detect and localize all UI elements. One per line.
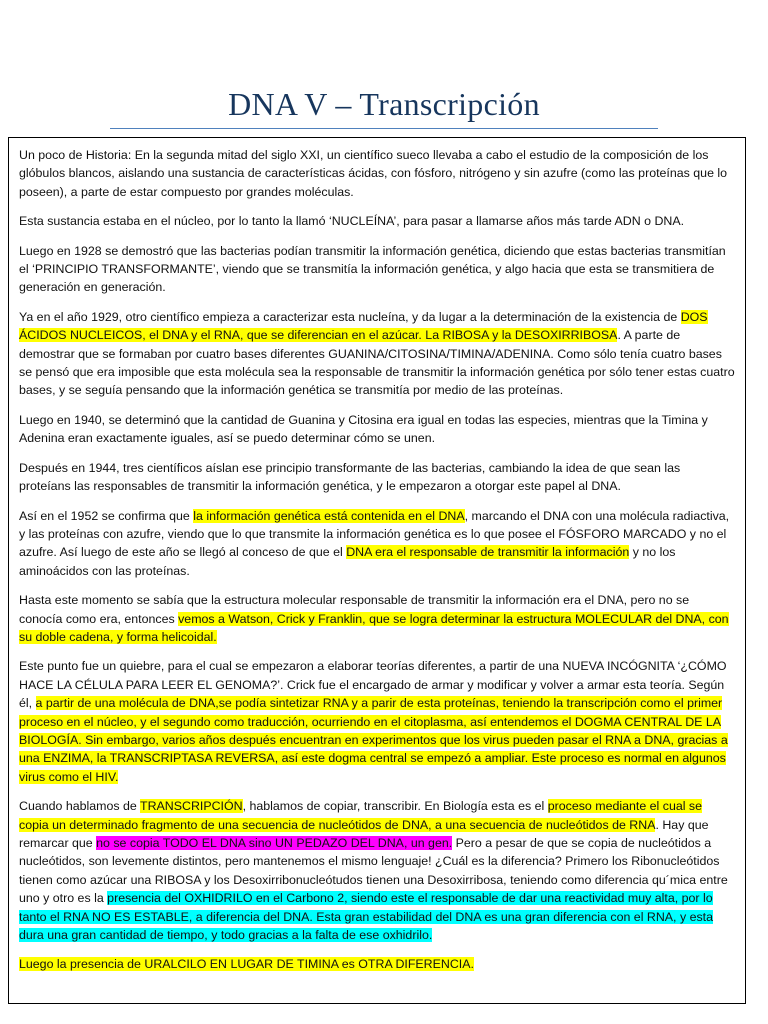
paragraph-1952 <box>19 507 735 581</box>
title-divider <box>110 128 658 129</box>
highlight-yellow: vemos a Watson, Crick y Franklin, que se logra determinar la estructura MOLECULAR del DNA, con su doble cadena, y forma helicoidal. <box>19 611 729 644</box>
highlight-magenta: no se copia TODO EL DNA sino UN PEDAZO DEL DNA, un gen. <box>96 836 453 850</box>
paragraph-1944 <box>19 459 735 496</box>
highlight-yellow: a partir de una molécula de DNA,se podía sintetizar RNA y a parir de esta proteínas, teniendo la transcripción como el primer proceso en el núcleo, y el segundo como traducción, ocurriendo en el citoplasma, así entendemos el DOGMA CENTRAL DE LA BIOLOGÍA. Sin embargo, varios años después encuentran en experimentos que los virus pueden pasar el RNA a DNA, gracias a una ENZIMA, la TRANSCRIPTASA REVERSA, así este dogma central se empezó a ampliar. Este proceso es normal en algunos virus como el HIV. <box>19 696 728 784</box>
paragraph-1928 <box>19 242 735 297</box>
text: Así en el 1952 se confirma que <box>19 508 194 523</box>
text: Cuando hablamos de <box>19 799 141 814</box>
text: Este punto fue un quiebre, para el cual se empezaron a elaborar teorías diferentes, a partir de una NUEVA INCÓGNITA ‘¿CÓMO HACE LA CÉLULA PARA LEER EL GENOMA?’. Crick fue el encargado de armar y modificar y volver a armar esta teoría. Según él, <box>19 659 727 711</box>
highlight-yellow: DNA era el responsable de transmitir la información <box>346 545 630 560</box>
paragraph-1929 <box>19 308 735 400</box>
paragraph-1940 <box>19 411 735 448</box>
text: Después en 1944, tres científicos aíslan ese principio transformante de las bacterias, cambiando la idea de que sean las proteíans las responsables de transmitir la información genética, y le empezaron a otorgar este papel al DNA. <box>19 460 681 494</box>
text: Pero a pesar de que se copia de nucleótidos a nucleótidos, son levemente distintos, pero mantenemos el mismo lenguaje! ¿Cuál es la diferencia? Primero los Ribonucleótidos tienen como azúcar una RIBOSA y los Desoxirribonucleótudos tienen una Desoxirribosa, teniendo como diferencia qu´mica entre uno y otro es la <box>19 836 728 906</box>
paragraph-nucleina <box>19 212 735 230</box>
text: . A parte de demostrar que se formaban por cuatro bases diferentes GUANINA/CITOSINA/TIMINA/ADENINA. Como sólo tenía cuatro bases se pensó que era imposible que esta molécula sea la responsable de transmitir la información genética por sólo tener estas cuatro bases, y se seguía pensando que la información genética se transmitía por medio de las proteínas. <box>19 328 735 398</box>
highlight-yellow: DOS ÁCIDOS NUCLEICOS, el DNA y el RNA, que se diferencian en el azúcar. La RIBOSA y la DESOXIRRIBOSA <box>19 309 708 343</box>
text: Un poco de Historia: En la segunda mitad del siglo XXI, un científico sueco llevaba a cabo el estudio de la composición de los glóbulos blancos, aislando una sustancia de características ácidas, con fósforo, nitrógeno y sin azufre (como las proteínas que lo poseen), a parte de estar compuesto por grandes moléculas. <box>19 148 728 199</box>
text: , marcando el DNA con una molécula radiactiva, y las proteínas con azufre, viendo que lo que transmite la información genética es lo que posee el FÓSFORO MARCADO y no el azufre. Así luego de este año se llegó al conceso de que el <box>19 508 730 560</box>
paragraph-uracilo <box>19 955 735 973</box>
highlight-cyan: presencia del OXHIDRILO en el Carbono 2, siendo este el responsable de dar una reactividad muy alta, por lo tanto el RNA NO ES ESTABLE, a diferencia del DNA. Esta gran estabilidad del DNA es una gran diferencia con el RNA, y esta dura una gran cantidad de tiempo, y todo gracias a la falta de ese oxhidrilo. <box>19 891 714 943</box>
text: . Hay que remarcar que <box>19 817 709 850</box>
highlight-yellow: la información genética está contenida en el DNA <box>193 508 465 523</box>
paragraph-watson-crick <box>19 591 735 646</box>
text: , hablamos de copiar, transcribir. En Biología esta es el <box>242 799 548 814</box>
text: Esta sustancia estaba en el núcleo, por lo tanto la llamó ‘NUCLEÍNA’, para pasar a llamarse años más tarde ADN o DNA. <box>19 214 685 229</box>
paragraph-history <box>19 146 735 201</box>
paragraph-transcripcion <box>19 797 735 944</box>
text: Hasta este momento se sabía que la estructura molecular responsable de transmitir la información era el DNA, pero no se conocía como era, entonces <box>19 593 690 626</box>
page-title: DNA V – Transcripción <box>228 86 540 122</box>
text: Ya en el año 1929, otro científico empieza a caracterizar esta nucleína, y da lugar a la determinación de la existencia de <box>19 309 681 324</box>
text: Luego en 1940, se determinó que la cantidad de Guanina y Citosina era igual en todas las especies, mientras que la Timina y Adenina eran exactamente iguales, así se puedo determinar cómo se unen. <box>19 412 708 446</box>
paragraph-dogma <box>19 657 735 786</box>
highlight-yellow: proceso mediante el cual se copia un determinado fragmento de una secuencia de nucleótidos de DNA, a una secuencia de nucleótidos de RNA <box>19 799 703 832</box>
text: y no los aminoácidos con las proteínas. <box>19 545 676 578</box>
content-box <box>8 137 746 1004</box>
highlight-yellow: Luego la presencia de URALCILO EN LUGAR DE TIMINA es OTRA DIFERENCIA. <box>19 957 474 972</box>
text: Luego en 1928 se demostró que las bacterias podían transmitir la información genética, diciendo que estas bacterias transmitían el ‘PRINCIPIO TRANSFORMANTE’, viendo que se transmitía la información genética, y algo hacia que esta se transmitiera de generación en generación. <box>19 243 726 295</box>
highlight-yellow: TRANSCRIPCIÓN <box>140 799 243 814</box>
